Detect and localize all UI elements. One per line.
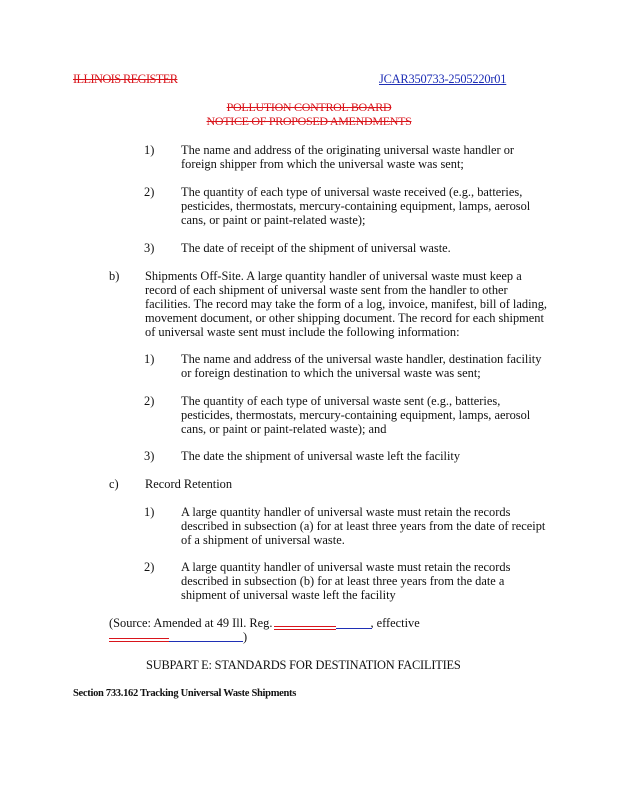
item-b1-text	[181, 352, 541, 380]
blue-underline-blank	[336, 628, 372, 629]
section-c-title: Record Retention	[145, 477, 233, 491]
item-a3-text	[181, 241, 451, 255]
jcar-number: JCAR350733-2505220r01	[379, 72, 507, 86]
item-b3-number: 3)	[144, 449, 155, 463]
item-b3-text	[181, 449, 460, 463]
source-prefix: (Source: Amended at 49 Ill. Reg.	[109, 616, 273, 630]
item-b1-number: 1)	[144, 352, 155, 366]
text-line: described in subsection (a) for at least three years from the date of receipt	[181, 519, 546, 533]
source-close: )	[243, 630, 248, 644]
text-line: of a shipment of universal waste.	[181, 533, 345, 547]
text-line: Shipments Off-Site. A large quantity handler of universal waste must keep a	[145, 269, 522, 283]
section-c-number: c)	[109, 477, 119, 491]
red-strike-line	[274, 629, 336, 630]
register-header: ILLINOIS REGISTER	[73, 72, 178, 86]
text-line: pesticides, thermostats, mercury-containing equipment, lamps, aerosol	[181, 199, 531, 213]
text-line: or foreign destination to which the universal waste was sent;	[181, 366, 481, 380]
text-line: The name and address of the originating universal waste handler or	[181, 143, 515, 157]
blue-underline-blank	[169, 641, 243, 642]
item-c2-number: 2)	[144, 560, 155, 574]
source-note	[109, 616, 420, 631]
text-line: movement document, or other shipping document. The record for each shipment	[145, 311, 544, 325]
text-line: foreign shipper from which the universal waste was sent;	[181, 157, 464, 171]
section-b-text	[145, 269, 547, 339]
notice-title: NOTICE OF PROPOSED AMENDMENTS	[206, 114, 412, 128]
item-a3-number: 3)	[144, 241, 155, 255]
section-heading: Section 733.162 Tracking Universal Waste Shipments	[73, 688, 297, 699]
text-line: record of each shipment of universal waste sent from the handler to other	[145, 283, 508, 297]
item-c2-text	[181, 560, 510, 602]
red-strike-line	[109, 641, 169, 642]
source-effective: , effective	[370, 616, 420, 630]
item-c1-text	[181, 505, 545, 547]
board-name: POLLUTION CONTROL BOARD	[226, 100, 392, 114]
item-b2-text	[181, 394, 530, 436]
item-c1-number: 1)	[144, 505, 155, 519]
text-line: shipment of universal waste left the facility	[181, 588, 396, 602]
item-a1-number: 1)	[144, 143, 155, 157]
text-line: The name and address of the universal waste handler, destination facility	[181, 352, 542, 366]
text-line: pesticides, thermostats, mercury-containing equipment, lamps, aerosol	[181, 408, 531, 422]
text-line: cans, or paint or paint-related waste);	[181, 213, 366, 227]
red-strike-line	[274, 626, 336, 627]
text-line: A large quantity handler of universal waste must retain the records	[181, 505, 511, 519]
text-line: The date of receipt of the shipment of universal waste.	[181, 241, 451, 255]
item-a1-text	[181, 143, 514, 171]
text-line: of universal waste sent must include the following information:	[145, 325, 460, 339]
text-line: The quantity of each type of universal waste sent (e.g., batteries,	[181, 394, 501, 408]
subpart-heading: SUBPART E: STANDARDS FOR DESTINATION FACILITIES	[146, 658, 461, 672]
item-b2-number: 2)	[144, 394, 155, 408]
text-line: facilities. The record may take the form of a log, invoice, manifest, bill of lading,	[145, 297, 547, 311]
text-line: described in subsection (b) for at least three years from the date a	[181, 574, 505, 588]
red-strike-line	[109, 638, 169, 639]
item-a2-number: 2)	[144, 185, 155, 199]
text-line: A large quantity handler of universal waste must retain the records	[181, 560, 511, 574]
section-b-number: b)	[109, 269, 120, 283]
text-line: cans, or paint or paint-related waste); and	[181, 422, 387, 436]
item-a2-text	[181, 185, 530, 227]
text-line: The quantity of each type of universal waste received (e.g., batteries,	[181, 185, 523, 199]
text-line: The date the shipment of universal waste left the facility	[181, 449, 461, 463]
